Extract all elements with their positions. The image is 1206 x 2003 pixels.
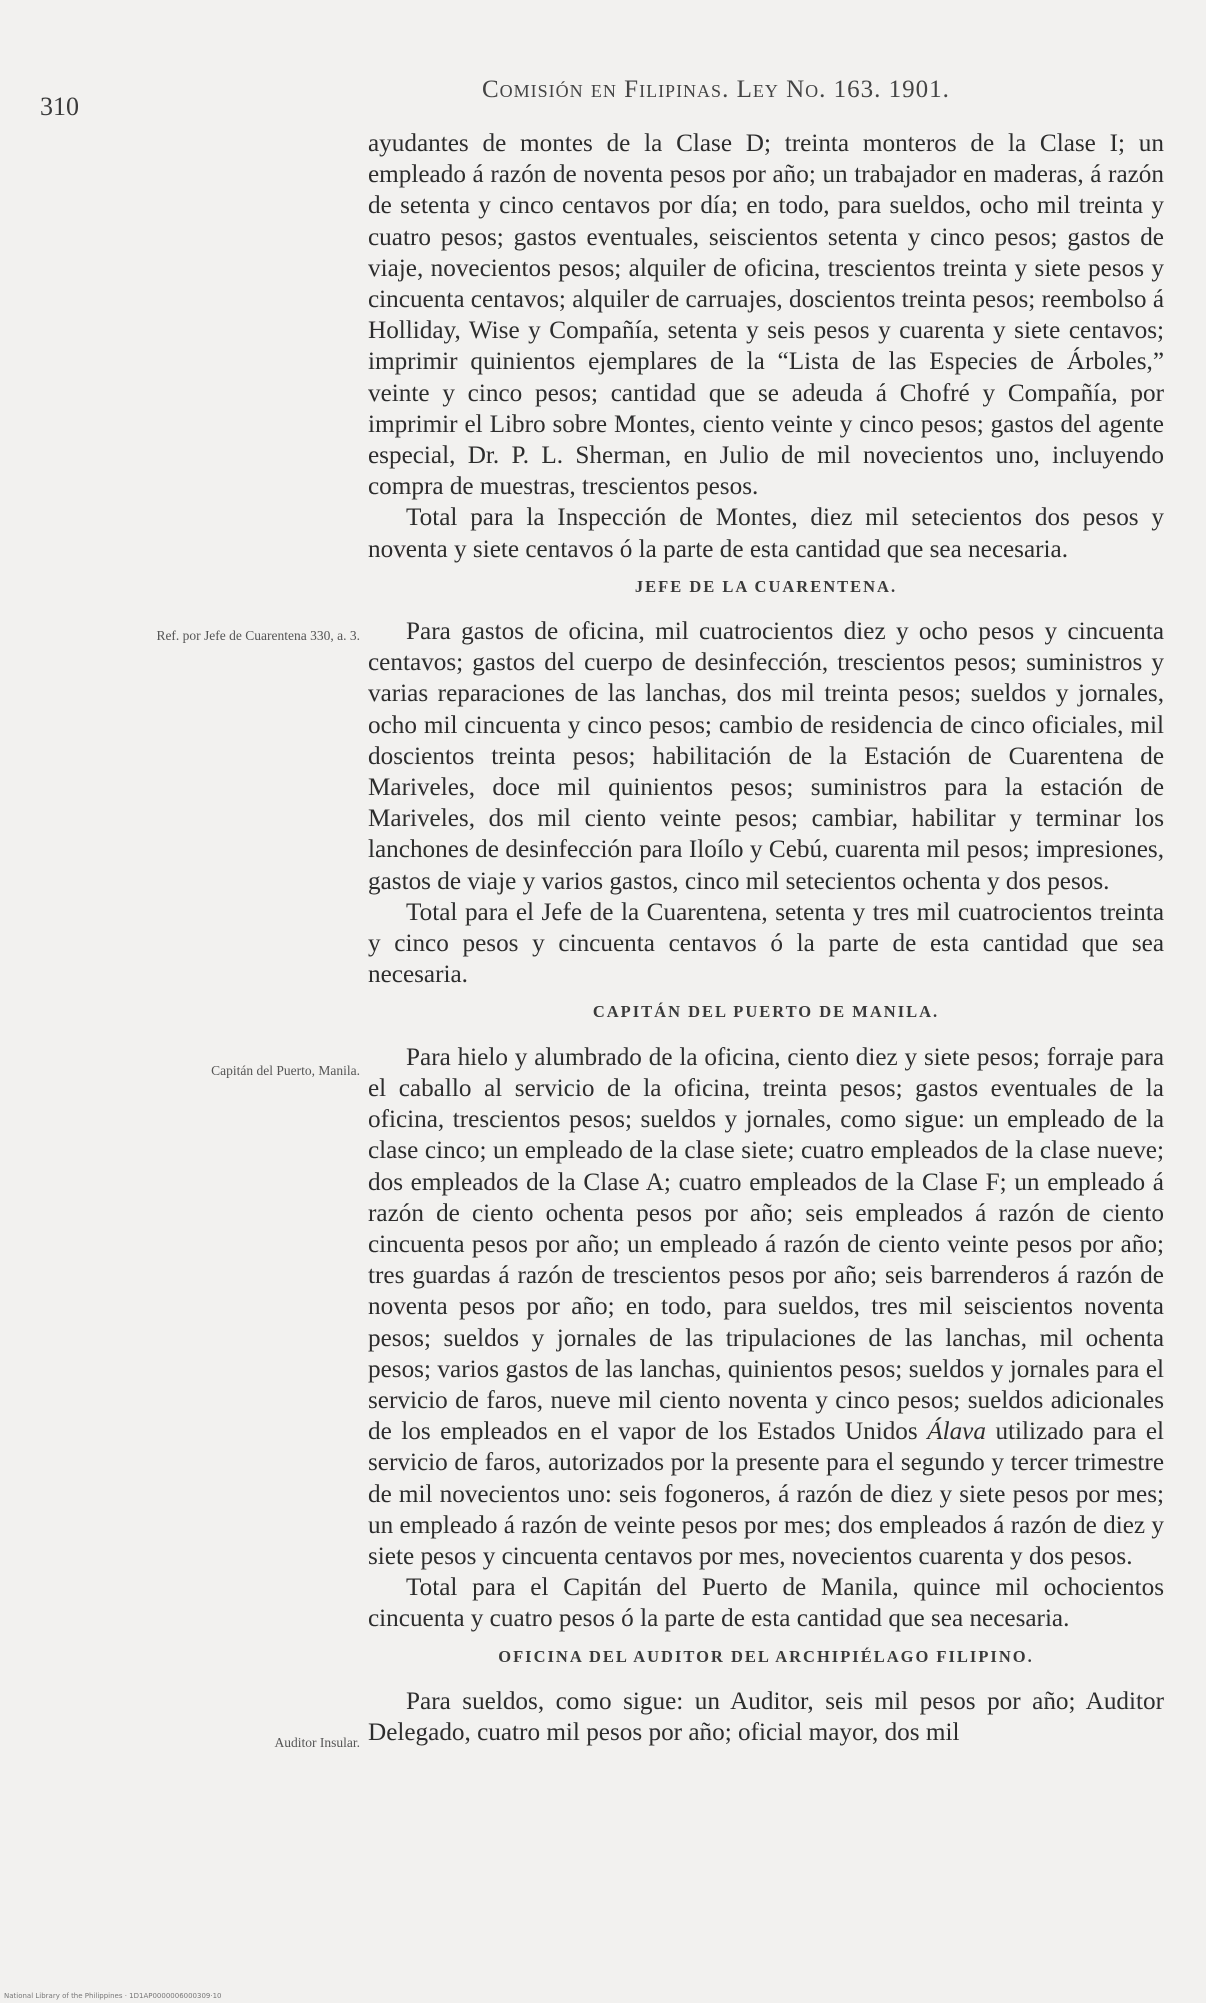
paragraph-port-part-a: Para hielo y alumbrado de la oficina, ciento diez y siete pesos; forraje para el caballo al servicio de la oficina, treinta pesos; gastos eventuales de la oficina, trescientos pesos; sueldos y jornales, como sigue: un empleado de la clase cinco; un empleado de la clase siete; cuatro empleados de la clase nueve; dos empleados de la Clase A; cuatro empleados de la Clase F; un empleado á razón de ciento ochenta pesos por año; seis empleados á razón de ciento cincuenta pesos por año; un empleado á razón de ciento veinte pesos por año; tres guardas á razón de trescientos pesos por año; seis barrenderos á razón de noventa pesos por año; en todo, para sueldos, tres mil seiscientos noventa pesos; sueldos y jornales de las tripulaciones de las lanchas, mil ochenta pesos; varios gastos de las lanchas, quinientos pesos; sueldos y jornales para el servicio de faros, nueve mil ciento noventa y cinco pesos; sueldos adicionales de los empleados en el vapor de los Estados Unidos [368,1043,1164,1446]
body-text [368,128,1164,1748]
ship-name: Álava [927,1418,986,1446]
heading-port-captain: CAPITÁN DEL PUERTO DE MANILA. [592,1002,940,1022]
heading-quarantine: JEFE DE LA CUARENTENA. [634,576,898,596]
paragraph-forestry-items: ayudantes de montes de la Clase D; treinta monteros de la Clase I; un empleado á razón de noventa pesos por año; un trabajador en maderas, á razón de setenta y cinco centavos por día; en todo, para sueldos, ocho mil treinta y cuatro pesos; gastos eventuales, seiscientos setenta y cinco pesos; gastos de viaje, novecientos pesos; alquiler de oficina, trescientos treinta y siete pesos y cincuenta centavos; alquiler de carruajes, doscientos treinta pesos; reembolso á Holliday, Wise y Compañía, setenta y seis pesos y cuarenta y siete centavos; imprimir quinientos ejemplares de la “Lista de las Especies de Árboles,” veinte y cinco pesos; cantidad que se adeuda á Chofré y Compañía, por imprimir el Libro sobre Montes, ciento veinte y cinco pesos; gastos del agente especial, Dr. P. L. Sherman, en Julio de mil novecientos uno, incluyendo compra de muestras, trescientos pesos. [368,130,1164,501]
paragraph-port-total: Total para el Capitán del Puerto de Manila, quince mil ochocientos cincuenta y cuatro pesos ó la parte de esta cantidad que sea necesaria. [368,1574,1164,1633]
paragraph-quarantine-items: Para gastos de oficina, mil cuatrocientos diez y ocho pesos y cincuenta centavos; gastos del cuerpo de desinfección, trescientos pesos; suministros y varias reparaciones de las lanchas, dos mil treinta pesos; sueldos y jornales, ocho mil cincuenta y cinco pesos; cambio de residencia de cinco oficiales, mil doscientos treinta pesos; habilitación de la Estación de Cuarentena de Mariveles, doce mil quinientos pesos; suministros para la estación de Mariveles, dos mil ciento veinte pesos; cambiar, habilitar y terminar los lanchones de desinfección para Iloílo y Cebú, cuarenta mil pesos; impresiones, gastos de viaje y varios gastos, cinco mil setecientos ochenta y dos pesos. [368,618,1164,895]
page-number: 310 [40,92,79,121]
margin-note-quarantine: Ref. por Jefe de Cuarentena 330, a. 3. [156,628,360,643]
heading-auditor: OFICINA DEL AUDITOR DEL ARCHIPIÉLAGO FILIPINO. [498,1646,1034,1666]
paragraph-forestry-total: Total para la Inspección de Montes, diez mil setecientos dos pesos y noventa y siete centavos ó la parte de esta cantidad que sea necesaria. [368,504,1164,563]
paragraph-quarantine-total: Total para el Jefe de la Cuarentena, setenta y tres mil cuatrocientos treinta y cinco pesos y cincuenta centavos ó la parte de esta cantidad que sea necesaria. [368,898,1164,989]
paragraph-port-part-b: utilizado para el servicio de faros, autorizados por la presente para el segundo y tercer trimestre de mil novecientos uno: seis fogoneros, á razón de diez y siete pesos por mes; un empleado á razón de veinte pesos por mes; dos empleados á razón de diez y siete pesos y cincuenta centavos por mes, novecientos cuarenta y dos pesos. [368,1418,1165,1570]
running-head: Comisión en Filipinas. Ley No. 163. 1901. [482,76,950,103]
paragraph-auditor-items: Para sueldos, como sigue: un Auditor, seis mil pesos por año; Auditor Delegado, cuatro mil pesos por año; oficial mayor, dos mil [368,1687,1164,1746]
scan-footer: National Library of the Philippines · 1D1AP0000006000309·10 [4,1992,222,2000]
margin-note-port-captain: Capitán del Puerto, Manila. [211,1063,360,1078]
margin-note-auditor: Auditor Insular. [274,1735,360,1750]
paragraph-port-items [368,1042,1164,1572]
